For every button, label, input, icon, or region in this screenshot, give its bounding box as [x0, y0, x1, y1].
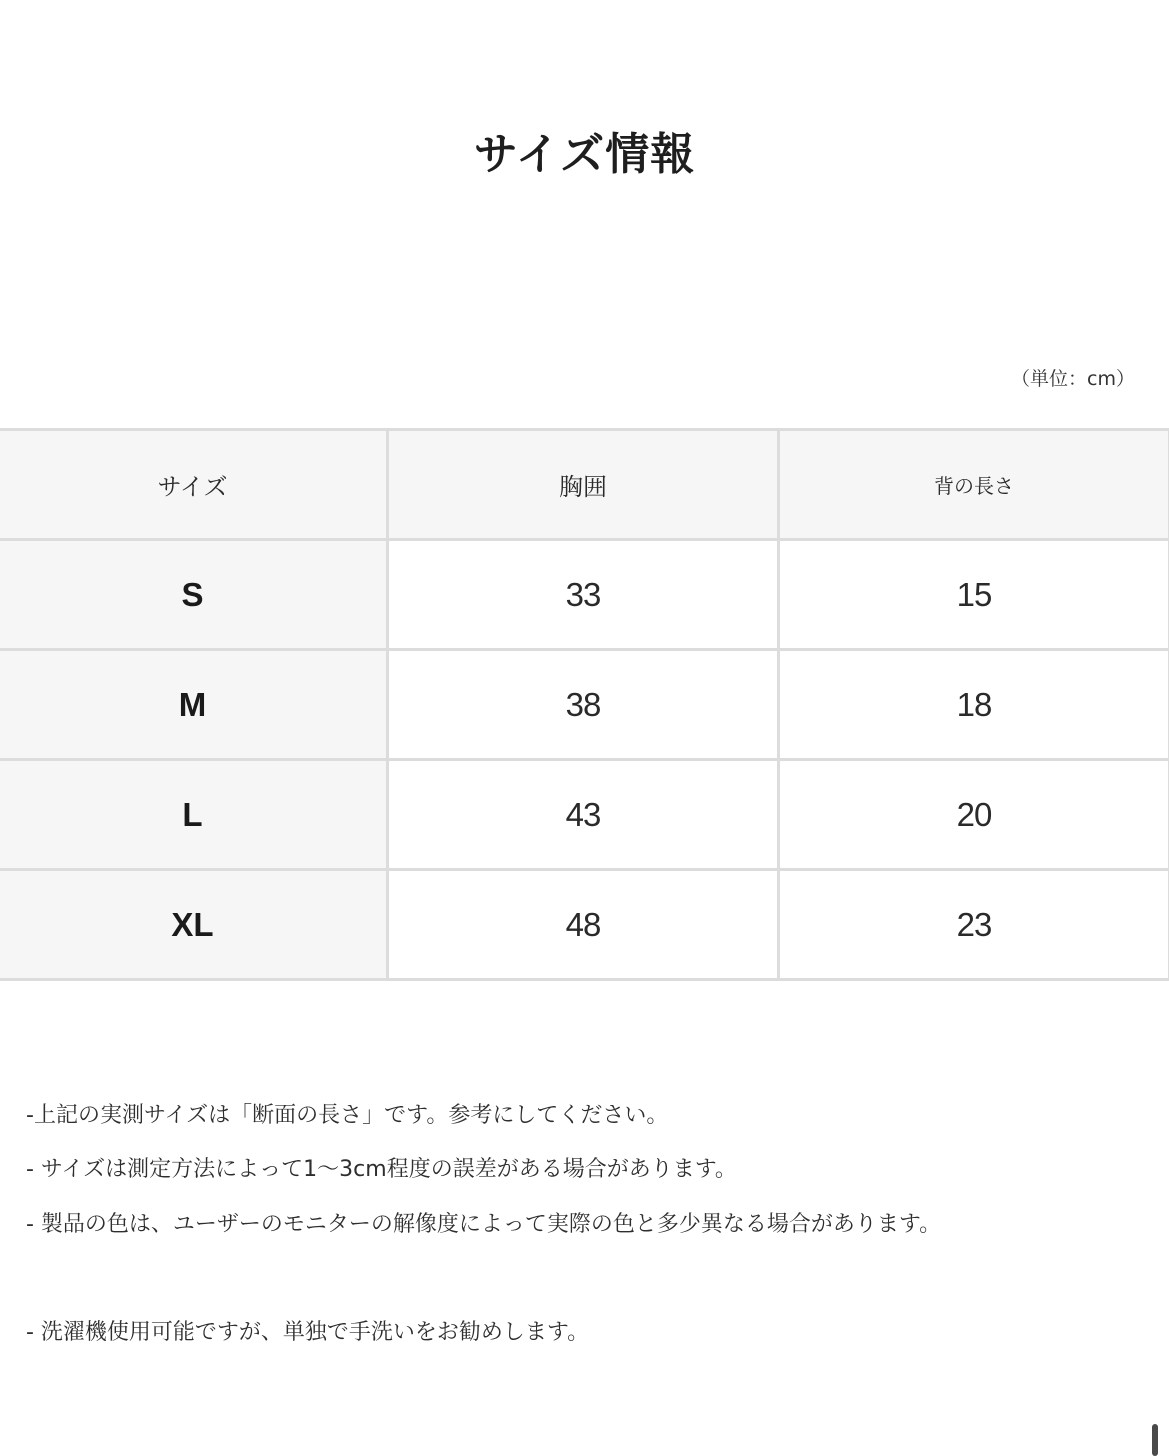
chest-cell: 48 [388, 870, 779, 980]
chest-cell: 38 [388, 650, 779, 760]
back-length-cell: 18 [779, 650, 1169, 760]
note-tolerance: - サイズは測定方法によって1～3cm程度の誤差がある場合があります。 [26, 1157, 737, 1182]
size-table [0, 428, 1169, 981]
table-row [0, 650, 1169, 760]
header-back-length: 背の長さ [779, 430, 1169, 540]
back-length-cell: 23 [779, 870, 1169, 980]
scrollbar-thumb[interactable] [1152, 1424, 1158, 1456]
header-chest: 胸囲 [388, 430, 779, 540]
table-row [0, 760, 1169, 870]
unit-label: （単位：cm） [1011, 368, 1135, 390]
header-size: サイズ [0, 430, 388, 540]
note-measurement: -上記の実測サイズは「断面の長さ」です。参考にしてください。 [26, 1103, 669, 1128]
page-title: サイズ情報 [473, 129, 696, 180]
back-length-cell: 15 [779, 540, 1169, 650]
size-cell: L [0, 760, 388, 870]
note-washing: - 洗濯機使用可能ですが、単独で手洗いをお勧めします。 [26, 1320, 590, 1345]
table-row [0, 540, 1169, 650]
note-color: - 製品の色は、ユーザーのモニターの解像度によって実際の色と多少異なる場合があります。 [26, 1212, 942, 1237]
size-cell: S [0, 540, 388, 650]
table-row [0, 870, 1169, 980]
chest-cell: 33 [388, 540, 779, 650]
back-length-cell: 20 [779, 760, 1169, 870]
chest-cell: 43 [388, 760, 779, 870]
table-header-row [0, 430, 1169, 540]
size-cell: M [0, 650, 388, 760]
size-cell: XL [0, 870, 388, 980]
